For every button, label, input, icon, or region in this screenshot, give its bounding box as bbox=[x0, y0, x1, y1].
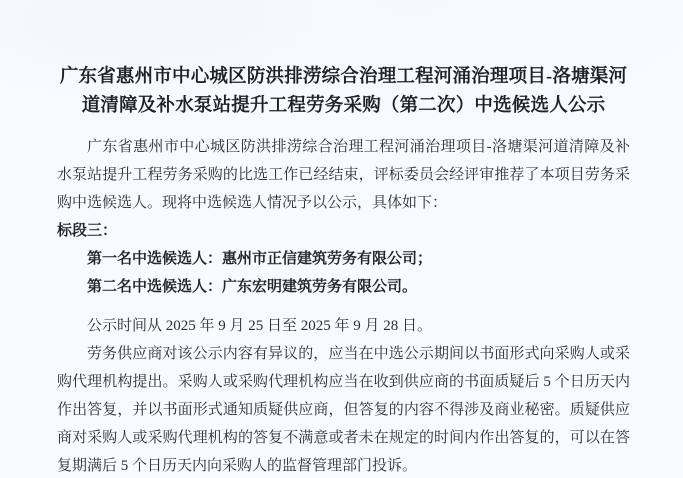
intro-paragraph: 广东省惠州市中心城区防洪排涝综合治理工程河涌治理项目-洛塘渠河道清障及补水泵站提升工程劳务采购的比选工作已经结束，评标委员会经评审推荐了本项目劳务采购中选候选人。现将中选候选人情况予以公示，具体如下： bbox=[57, 139, 630, 211]
publicity-period-line: 公示时间从 2025 年 9 月 25 日至 2025 年 9 月 28 日。 bbox=[87, 318, 433, 334]
section-label: 标段三： bbox=[57, 223, 118, 239]
announcement-title: 广东省惠州市中心城区防洪排涝综合治理工程河涌治理项目-洛塘渠河道清障及补水泵站提升工程劳务采购（第二次）中选候选人公示 bbox=[59, 67, 628, 116]
candidate-line-first: 第一名中选候选人：惠州市正信建筑劳务有限公司； bbox=[87, 251, 433, 267]
candidate-line-second: 第二名中选候选人：广东宏明建筑劳务有限公司。 bbox=[87, 279, 418, 295]
objection-notice-paragraph: 劳务供应商对该公示内容有异议的，应当在中选公示期间以书面形式向采购人或采购代理机构提出。采购人或采购代理机构应当在收到供应商的书面质疑后 5 个日历天内作出答复，并以书面形式通知质疑供应商，但答复的内容不得涉及商业秘密。质疑供应商对采购人或采购代理机构的答复不满意或者未在规定的时间内作出答复的，可以在答复期满后 5 个日历天内向采购人的监督管理部门投诉。 bbox=[57, 346, 630, 474]
